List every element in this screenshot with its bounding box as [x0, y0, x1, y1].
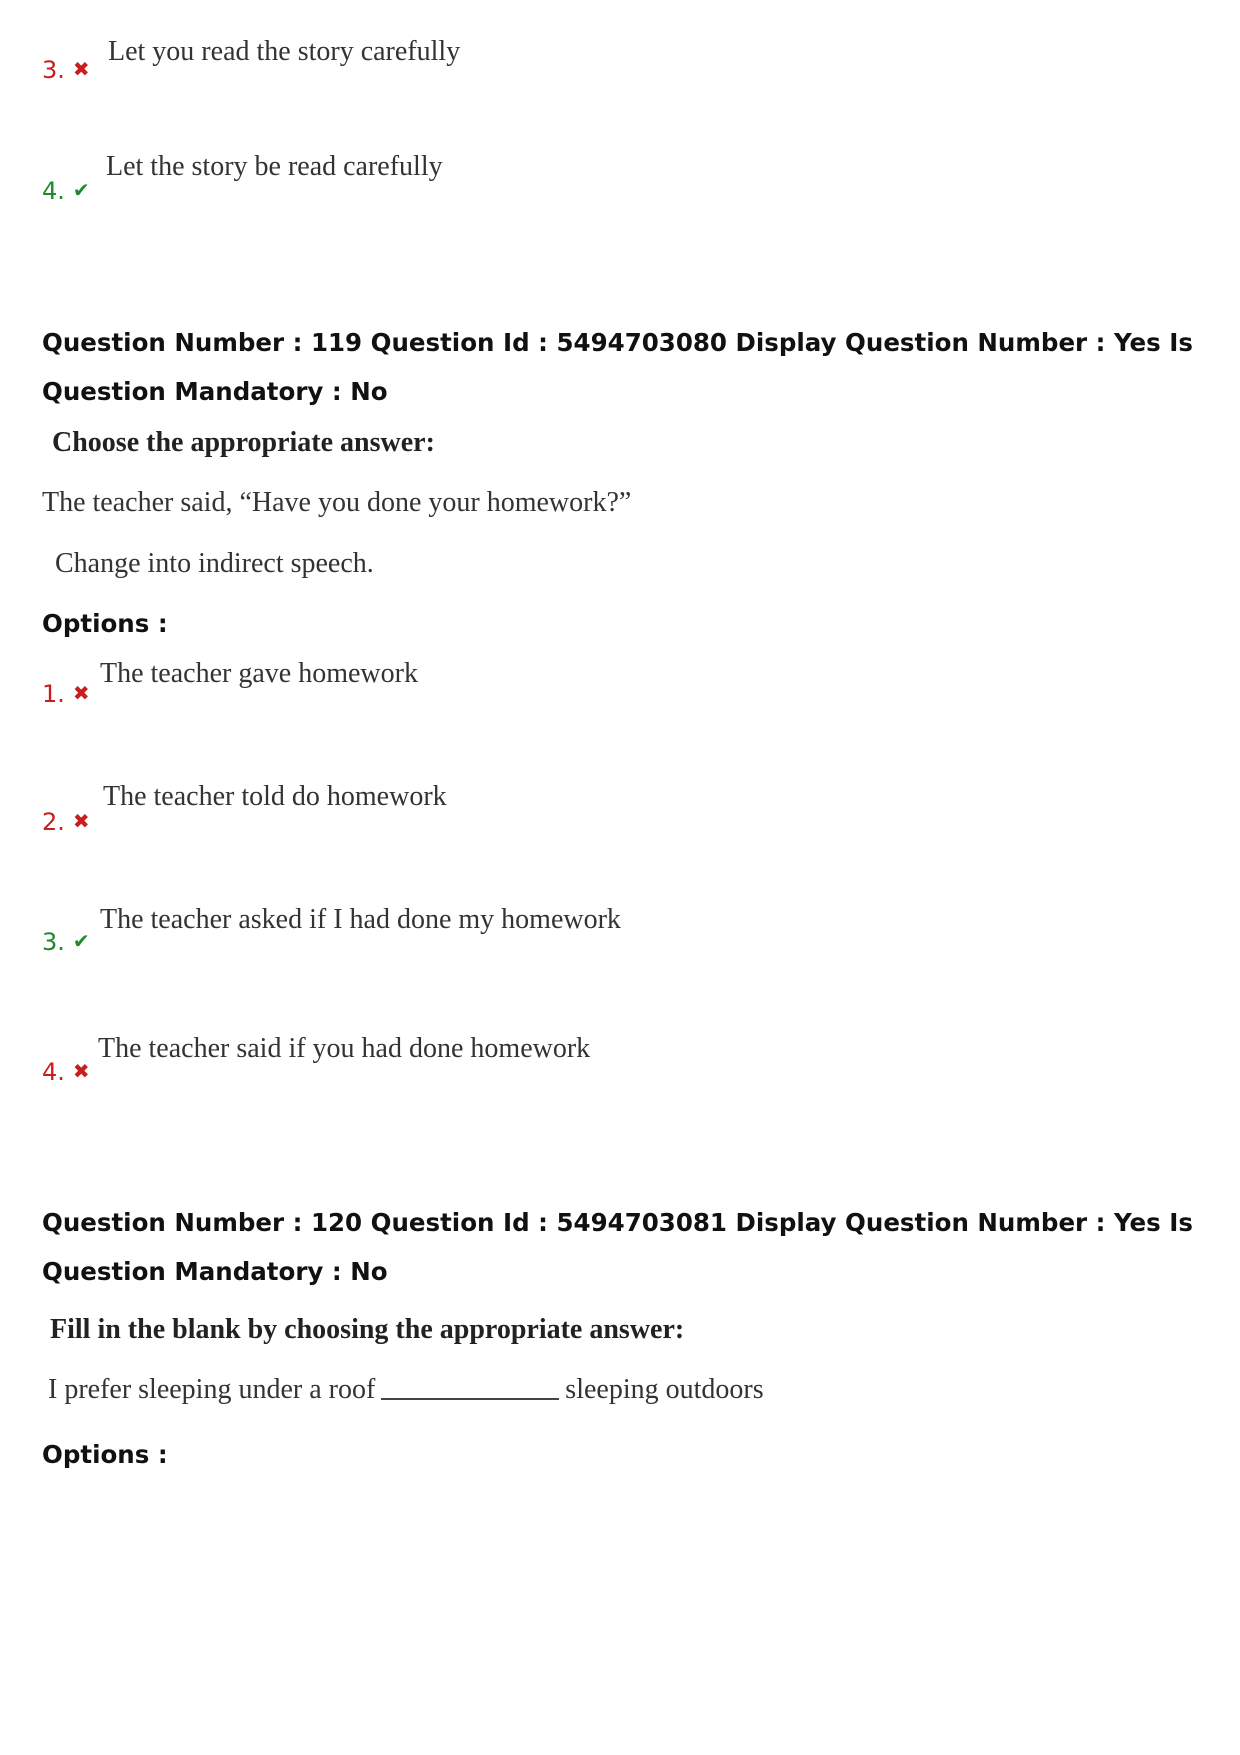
sentence-after: sleeping outdoors: [565, 1374, 764, 1405]
option-3: [42, 928, 90, 956]
blank-line: [381, 1376, 559, 1400]
option-text: Let you read the story carefully: [108, 36, 461, 67]
option-4-prev: [42, 177, 90, 205]
option-text: The teacher told do homework: [103, 781, 447, 812]
sentence-before: I prefer sleeping under a roof: [48, 1374, 376, 1405]
option-text: Let the story be read carefully: [106, 151, 443, 182]
options-label: Options :: [42, 1440, 168, 1469]
check-icon: ✔: [72, 929, 90, 953]
question-instruction: Fill in the blank by choosing the appropriate answer:: [50, 1314, 685, 1345]
option-text: The teacher asked if I had done my homework: [100, 904, 621, 935]
option-text: The teacher gave homework: [100, 658, 418, 689]
option-number: 3.: [42, 928, 65, 956]
option-1: [42, 680, 90, 708]
question-sentence: [48, 1374, 764, 1406]
question-120-header: Question Number : 120 Question Id : 5494703081 Display Question Number : Yes Is Question Mandatory : No: [42, 1208, 1193, 1286]
option-2: [42, 808, 90, 836]
option-number: 1.: [42, 680, 65, 708]
option-number: 4.: [42, 1058, 65, 1086]
option-number: 4.: [42, 177, 65, 205]
wrong-icon: ✖: [72, 57, 90, 81]
option-3-prev: [42, 56, 90, 84]
wrong-icon: ✖: [72, 809, 90, 833]
wrong-icon: ✖: [72, 1059, 90, 1083]
question-task: Change into indirect speech.: [55, 548, 374, 579]
option-text: The teacher said if you had done homework: [98, 1033, 591, 1064]
option-number: 3.: [42, 56, 65, 84]
option-number: 2.: [42, 808, 65, 836]
question-instruction: Choose the appropriate answer:: [52, 427, 435, 458]
question-sentence: The teacher said, “Have you done your homework?”: [42, 487, 632, 518]
wrong-icon: ✖: [72, 681, 90, 705]
question-119-header: Question Number : 119 Question Id : 5494703080 Display Question Number : Yes Is Question Mandatory : No: [42, 328, 1193, 406]
options-label: Options :: [42, 609, 168, 638]
check-icon: ✔: [72, 178, 90, 202]
option-4: [42, 1058, 90, 1086]
